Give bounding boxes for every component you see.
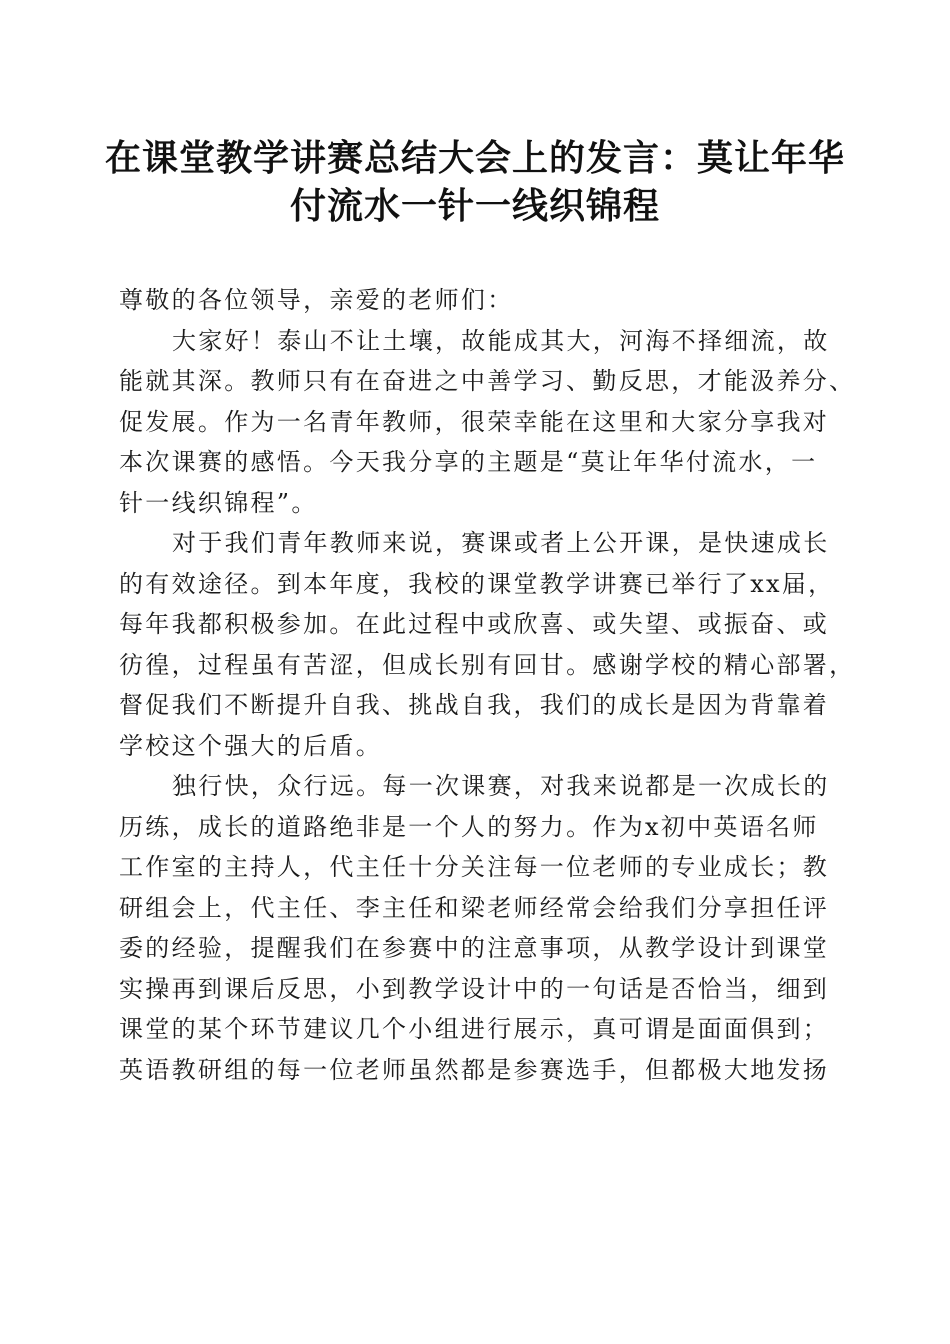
paragraph-1 bbox=[119, 321, 856, 524]
document-title bbox=[80, 134, 870, 230]
paragraph-line: 彷徨，过程虽有苦涩，但成长别有回甘。感谢学校的精心部署， bbox=[119, 650, 856, 679]
paragraph-line: 针一线织锦程”。 bbox=[119, 488, 318, 517]
paragraph-line: 督促我们不断提升自我、挑战自我，我们的成长是因为背靠着 bbox=[119, 691, 830, 719]
paragraph-line: 学校这个强大的后盾。 bbox=[119, 731, 382, 760]
paragraph-line: 促发展。作为一名青年教师，很荣幸能在这里和大家分享我对 bbox=[119, 407, 830, 436]
paragraph-line: 研组会上，代主任、李主任和梁老师经常会给我们分享担任评 bbox=[119, 893, 830, 922]
paragraph-line: 工作室的主持人，代主任十分关注每一位老师的专业成长；教 bbox=[119, 853, 830, 881]
paragraph-2 bbox=[119, 523, 856, 766]
paragraph-line: 实操再到课后反思，小到教学设计中的一句话是否恰当，细到 bbox=[119, 974, 830, 1003]
paragraph-line: 的有效途径。到本年度，我校的课堂教学讲赛已举行了xx届， bbox=[119, 569, 835, 598]
paragraph-line: 能就其深。教师只有在奋进之中善学习、勤反思，才能汲养分、 bbox=[119, 367, 856, 395]
paragraph-3 bbox=[119, 766, 839, 1090]
paragraph-line: 对于我们青年教师来说，赛课或者上公开课，是快速成长 bbox=[172, 529, 830, 557]
paragraph-line: 英语教研组的每一位老师虽然都是参赛选手，但都极大地发扬 bbox=[119, 1055, 830, 1084]
salutation: 尊敬的各位领导，亲爱的老师们： bbox=[119, 286, 514, 314]
title-line-1: 在课堂教学讲赛总结大会上的发言：莫让年华 bbox=[104, 137, 845, 179]
paragraph-line: 每年我都积极参加。在此过程中或欣喜、或失望、或振奋、或 bbox=[119, 610, 830, 638]
paragraph-line: 本次课赛的感悟。今天我分享的主题是“莫让年华付流水，一 bbox=[119, 448, 818, 476]
paragraph-line: 历练，成长的道路绝非是一个人的努力。作为x初中英语名师 bbox=[119, 812, 819, 841]
paragraph-line: 委的经验，提醒我们在参赛中的注意事项，从教学设计到课堂 bbox=[119, 934, 830, 962]
paragraph-line: 大家好！泰山不让土壤，故能成其大，河海不择细流，故 bbox=[172, 326, 830, 355]
paragraph-line: 独行快，众行远。每一次课赛，对我来说都是一次成长的 bbox=[172, 772, 830, 800]
document-body bbox=[119, 280, 856, 1090]
title-line-2: 付流水一针一线织锦程 bbox=[289, 185, 660, 227]
paragraph-line: 课堂的某个环节建议几个小组进行展示，真可谓是面面俱到； bbox=[119, 1015, 830, 1043]
